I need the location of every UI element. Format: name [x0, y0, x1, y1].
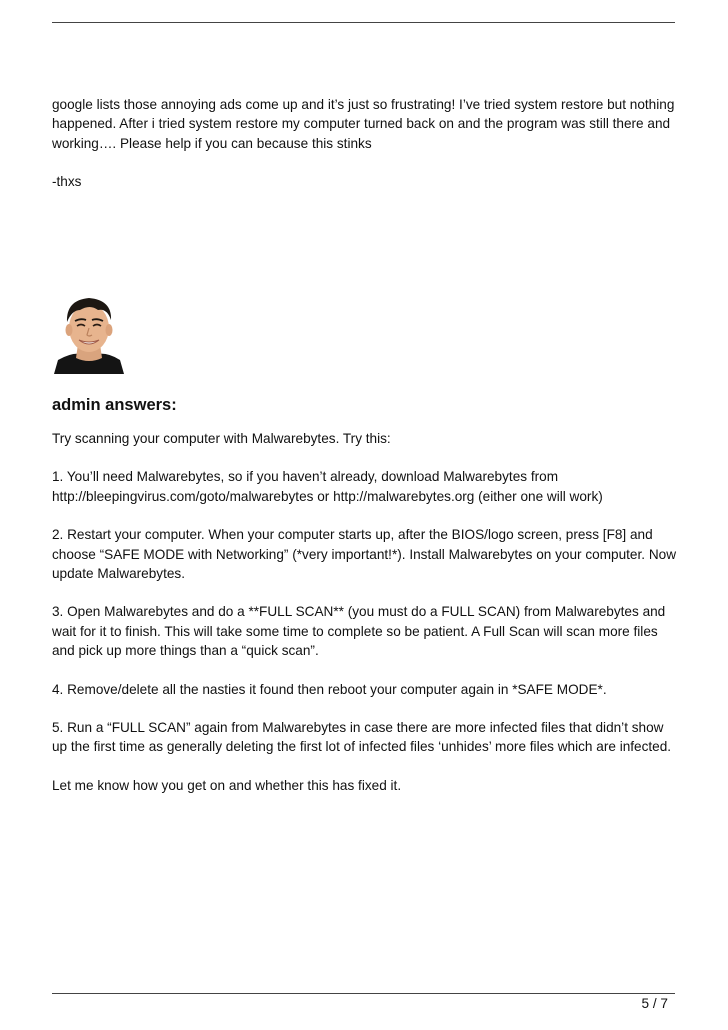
footer-rule [52, 993, 675, 994]
avatar [52, 294, 126, 374]
avatar-photo-icon [52, 294, 126, 374]
question-signoff: -thxs [52, 174, 82, 190]
header-rule [52, 22, 675, 23]
answer-step-1: 1. You’ll need Malwarebytes, so if you haven’t already, download Malwarebytes from http://bleepingvirus.com/goto/malwarebytes or http://malwarebytes.org (either one will work) [52, 469, 603, 504]
answer-step-5: 5. Run a “FULL SCAN” again from Malwarebytes in case there are more infected files that didn’t show up the first time as generally deleting the first lot of infected files ‘unhides’ more files which are infected. [52, 720, 672, 755]
question-text [52, 95, 677, 211]
page-number: 5 / 7 [641, 996, 668, 1011]
question-paragraph: google lists those annoying ads come up and it’s just so frustrating! I’ve tried system restore but nothing happened. After i tried system restore my computer turned back on and the program was still there and working…. Please help if you can because this stinks [52, 97, 675, 151]
answer-step-3: 3. Open Malwarebytes and do a **FULL SCAN** (you must do a FULL SCAN) from Malwarebytes and wait for it to finish. This will take some time to complete so be patient. A Full Scan will scan more files and pick up more things than a “quick scan”. [52, 604, 666, 659]
answer-heading: admin answers: [52, 396, 177, 414]
answer-step-4: 4. Remove/delete all the nasties it found then reboot your computer again in *SAFE MODE*. [52, 681, 607, 697]
answer-text [52, 429, 677, 814]
answer-step-2: 2. Restart your computer. When your computer starts up, after the BIOS/logo screen, press [F8] and choose “SAFE MODE with Networking” (*very important!*). Install Malwarebytes on your computer. Now update Malwarebytes. [52, 527, 677, 582]
answer-closing: Let me know how you get on and whether this has fixed it. [52, 777, 402, 793]
answer-paragraph: Try scanning your computer with Malwarebytes. Try this: [52, 431, 391, 446]
